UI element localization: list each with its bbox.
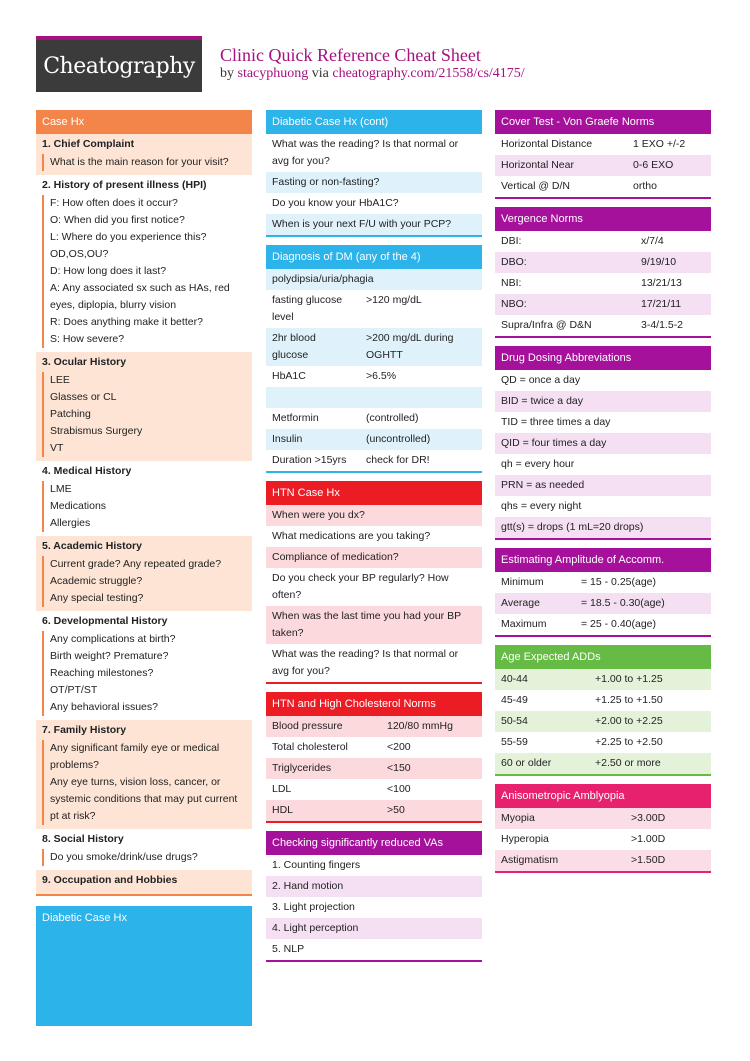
amplitude-row bbox=[495, 572, 711, 593]
case-hx-section-content bbox=[42, 740, 246, 825]
htn-chol-value: <150 bbox=[387, 762, 411, 774]
diagnosis-dm-block bbox=[266, 245, 482, 473]
age-adds-row bbox=[495, 669, 711, 690]
byline bbox=[220, 66, 525, 82]
case-hx-line: problems? bbox=[50, 759, 100, 771]
value-line: (controlled) bbox=[366, 412, 419, 424]
amplitude-key: Average bbox=[501, 597, 540, 609]
case-hx-section bbox=[36, 720, 252, 829]
diagnosis-dm-body bbox=[266, 269, 482, 473]
aniso-block bbox=[495, 784, 711, 873]
reduced-vas-row bbox=[266, 876, 482, 897]
diabetic-cont-row bbox=[266, 172, 482, 193]
vergence-row bbox=[495, 273, 711, 294]
diagnosis-dm-row bbox=[266, 450, 482, 471]
drug-abbrev-row bbox=[495, 517, 711, 538]
diabetic-cont-block bbox=[266, 110, 482, 237]
case-hx-line: LME bbox=[50, 483, 72, 495]
cover-test-body bbox=[495, 134, 711, 199]
cover-test-key: Vertical @ D/N bbox=[501, 180, 571, 192]
vergence-row bbox=[495, 294, 711, 315]
key-line: 2hr blood bbox=[272, 332, 316, 344]
htn-case-hx-row bbox=[266, 606, 482, 644]
drug-abbrev-body bbox=[495, 370, 711, 540]
case-hx-line: Medications bbox=[50, 500, 107, 512]
column-2 bbox=[266, 110, 482, 970]
reduced-vas-row bbox=[266, 918, 482, 939]
byline-prefix: by bbox=[220, 66, 238, 81]
case-hx-section-title: 3. Ocular History bbox=[42, 356, 127, 368]
column-3 bbox=[495, 110, 711, 881]
diabetic-case-hx-block bbox=[36, 906, 252, 1026]
key-line: Duration >15yrs bbox=[272, 454, 347, 466]
age-adds-value: +1.25 to +1.50 bbox=[595, 694, 663, 706]
cover-test-row bbox=[495, 176, 711, 197]
case-hx-section-title: 7. Family History bbox=[42, 724, 127, 736]
age-adds-value: +2.25 to +2.50 bbox=[595, 736, 663, 748]
age-adds-value: +2.50 or more bbox=[595, 757, 661, 769]
vergence-key: NBO: bbox=[501, 298, 527, 310]
key-line: fasting glucose bbox=[272, 294, 343, 306]
aniso-value: >1.50D bbox=[631, 854, 666, 866]
reduced-vas-header: Checking significantly reduced VAs bbox=[266, 831, 482, 855]
age-adds-value: +1.00 to +1.25 bbox=[595, 673, 663, 685]
drug-abbrev-row bbox=[495, 391, 711, 412]
case-hx-section bbox=[36, 352, 252, 461]
htn-case-hx-text: What medications are you taking? bbox=[272, 530, 431, 542]
cover-test-key: Horizontal Near bbox=[501, 159, 574, 171]
htn-chol-header: HTN and High Cholesterol Norms bbox=[266, 692, 482, 716]
drug-abbrev-text: qh = every hour bbox=[501, 458, 575, 470]
htn-chol-key: Blood pressure bbox=[272, 720, 343, 732]
case-hx-line: Any behavioral issues? bbox=[50, 701, 158, 713]
htn-case-hx-text: When was the last time you had your BP bbox=[272, 610, 462, 622]
case-hx-line: Allergies bbox=[50, 517, 91, 529]
case-hx-section-content bbox=[42, 556, 246, 607]
vergence-value: 17/21/11 bbox=[641, 298, 682, 310]
drug-abbrev-text: QID = four times a day bbox=[501, 437, 607, 449]
key-line: level bbox=[272, 311, 294, 323]
drug-abbrev-text: PRN = as needed bbox=[501, 479, 585, 491]
diagnosis-dm-value bbox=[366, 330, 453, 364]
case-hx-line: F: How often does it occur? bbox=[50, 197, 178, 209]
case-hx-line: VT bbox=[50, 442, 64, 454]
aniso-value: >1.00D bbox=[631, 833, 666, 845]
case-hx-section-content bbox=[42, 849, 246, 866]
case-hx-header: Case Hx bbox=[36, 110, 252, 134]
diagnosis-dm-key bbox=[272, 271, 374, 288]
reduced-vas-text: 1. Counting fingers bbox=[272, 859, 361, 871]
cover-test-value: 0-6 EXO bbox=[633, 159, 674, 171]
diagnosis-dm-key bbox=[272, 431, 366, 448]
htn-case-hx-text: often? bbox=[272, 589, 302, 601]
column-1 bbox=[36, 110, 252, 1034]
htn-chol-row bbox=[266, 758, 482, 779]
value-line: check for DR! bbox=[366, 454, 430, 466]
diabetic-cont-text: avg for you? bbox=[272, 155, 330, 167]
case-hx-line: OT/PT/ST bbox=[50, 684, 98, 696]
aniso-key: Astigmatism bbox=[501, 854, 559, 866]
case-hx-line: Any complications at birth? bbox=[50, 633, 176, 645]
diabetic-cont-row bbox=[266, 193, 482, 214]
case-hx-line: Patching bbox=[50, 408, 91, 420]
cover-test-key: Horizontal Distance bbox=[501, 138, 593, 150]
diagnosis-dm-value bbox=[366, 368, 396, 385]
value-line: >200 mg/dL during bbox=[366, 332, 454, 344]
htn-chol-body bbox=[266, 716, 482, 823]
vergence-body bbox=[495, 231, 711, 338]
value-line: OGHTT bbox=[366, 349, 403, 361]
case-hx-line: Current grade? Any repeated grade? bbox=[50, 558, 222, 570]
diagnosis-dm-key bbox=[272, 410, 366, 427]
amplitude-value: = 25 - 0.40(age) bbox=[581, 618, 657, 630]
vergence-value: 9/19/10 bbox=[641, 256, 677, 268]
case-hx-section-content bbox=[42, 372, 246, 457]
aniso-row bbox=[495, 808, 711, 829]
case-hx-line: O: When did you first notice? bbox=[50, 214, 185, 226]
case-hx-line: Any significant family eye or medical bbox=[50, 742, 220, 754]
htn-chol-row bbox=[266, 800, 482, 821]
htn-chol-key: Triglycerides bbox=[272, 762, 332, 774]
cover-test-value: ortho bbox=[633, 180, 657, 192]
drug-abbrev-block bbox=[495, 346, 711, 540]
drug-abbrev-row bbox=[495, 433, 711, 454]
case-hx-line: Birth weight? Premature? bbox=[50, 650, 169, 662]
case-hx-line: pt at risk? bbox=[50, 810, 96, 822]
author-link[interactable]: stacyphuong bbox=[237, 66, 309, 81]
htn-case-hx-text: taken? bbox=[272, 627, 304, 639]
diagnosis-dm-key bbox=[272, 292, 366, 326]
key-line: polydipsia/uria/phagia bbox=[272, 273, 374, 285]
htn-case-hx-body bbox=[266, 505, 482, 684]
key-line: Insulin bbox=[272, 433, 303, 445]
aniso-body bbox=[495, 808, 711, 873]
diagnosis-dm-value bbox=[366, 292, 422, 309]
case-hx-line: Any special testing? bbox=[50, 592, 144, 604]
diagnosis-dm-value bbox=[366, 410, 419, 427]
byline-via: via bbox=[308, 66, 333, 81]
vergence-row bbox=[495, 315, 711, 336]
diabetic-cont-row bbox=[266, 214, 482, 235]
diagnosis-dm-key bbox=[272, 452, 366, 469]
case-hx-line: Reaching milestones? bbox=[50, 667, 154, 679]
amplitude-key: Maximum bbox=[501, 618, 547, 630]
case-hx-section bbox=[36, 134, 252, 175]
htn-chol-key: Total cholesterol bbox=[272, 741, 348, 753]
htn-chol-value: 120/80 mmHg bbox=[387, 720, 453, 732]
case-hx-section-content bbox=[42, 631, 246, 716]
amplitude-key: Minimum bbox=[501, 576, 544, 588]
diabetic-cont-text: Fasting or non-fasting? bbox=[272, 176, 380, 188]
case-hx-section-content bbox=[42, 481, 246, 532]
case-hx-section-title: 8. Social History bbox=[42, 833, 124, 845]
case-hx-section-title: 9. Occupation and Hobbies bbox=[42, 874, 178, 886]
reduced-vas-block bbox=[266, 831, 482, 962]
case-hx-line: D: How long does it last? bbox=[50, 265, 167, 277]
htn-chol-value: <200 bbox=[387, 741, 411, 753]
reduced-vas-row bbox=[266, 939, 482, 960]
htn-case-hx-row bbox=[266, 568, 482, 606]
htn-chol-row bbox=[266, 716, 482, 737]
vergence-key: NBI: bbox=[501, 277, 522, 289]
value-line: (uncontrolled) bbox=[366, 433, 431, 445]
diabetic-cont-text: When is your next F/U with your PCP? bbox=[272, 218, 452, 230]
aniso-key: Myopia bbox=[501, 812, 535, 824]
age-adds-key: 50-54 bbox=[501, 715, 528, 727]
sheet-url-link[interactable]: cheatography.com/21558/cs/4175/ bbox=[332, 66, 525, 81]
drug-abbrev-row bbox=[495, 454, 711, 475]
case-hx-section bbox=[36, 461, 252, 536]
age-adds-row bbox=[495, 732, 711, 753]
diagnosis-dm-key bbox=[272, 368, 366, 385]
htn-case-hx-text: avg for you? bbox=[272, 665, 330, 677]
reduced-vas-text: 2. Hand motion bbox=[272, 880, 344, 892]
reduced-vas-text: 3. Light projection bbox=[272, 901, 355, 913]
diagnosis-dm-row bbox=[266, 429, 482, 450]
case-hx-line: What is the main reason for your visit? bbox=[50, 156, 229, 168]
case-hx-line: Strabismus Surgery bbox=[50, 425, 143, 437]
diagnosis-dm-value bbox=[366, 431, 430, 448]
case-hx-line: L: Where do you experience this? bbox=[50, 231, 207, 243]
vergence-block bbox=[495, 207, 711, 338]
diagnosis-dm-row bbox=[266, 290, 482, 328]
htn-chol-block bbox=[266, 692, 482, 823]
case-hx-line: S: How severe? bbox=[50, 333, 125, 345]
diagnosis-dm-value bbox=[366, 452, 430, 469]
htn-case-hx-row bbox=[266, 526, 482, 547]
vergence-key: DBI: bbox=[501, 235, 522, 247]
diabetic-case-hx-header: Diabetic Case Hx bbox=[36, 906, 252, 1026]
diabetic-cont-header: Diabetic Case Hx (cont) bbox=[266, 110, 482, 134]
htn-case-hx-row bbox=[266, 644, 482, 682]
drug-abbrev-row bbox=[495, 370, 711, 391]
vergence-row bbox=[495, 252, 711, 273]
case-hx-section-title: 2. History of present illness (HPI) bbox=[42, 179, 207, 191]
key-line: Metformin bbox=[272, 412, 319, 424]
case-hx-line: Glasses or CL bbox=[50, 391, 117, 403]
age-adds-block bbox=[495, 645, 711, 776]
htn-case-hx-text: Compliance of medication? bbox=[272, 551, 399, 563]
htn-chol-key: LDL bbox=[272, 783, 292, 795]
cover-test-value: 1 EXO +/-2 bbox=[633, 138, 686, 150]
htn-case-hx-text: When were you dx? bbox=[272, 509, 365, 521]
case-hx-line: LEE bbox=[50, 374, 70, 386]
htn-case-hx-row bbox=[266, 505, 482, 526]
vergence-header: Vergence Norms bbox=[495, 207, 711, 231]
vergence-key: Supra/Infra @ D&N bbox=[501, 319, 592, 331]
case-hx-line: OD,OS,OU? bbox=[50, 248, 109, 260]
drug-abbrev-text: qhs = every night bbox=[501, 500, 582, 512]
page-title: Clinic Quick Reference Cheat Sheet bbox=[220, 45, 481, 65]
cover-test-block bbox=[495, 110, 711, 199]
case-hx-section-title: 5. Academic History bbox=[42, 540, 142, 552]
aniso-row bbox=[495, 829, 711, 850]
value-line: >6.5% bbox=[366, 370, 397, 382]
aniso-row bbox=[495, 850, 711, 871]
case-hx-section-title: 6. Developmental History bbox=[42, 615, 168, 627]
case-hx-line: A: Any associated sx such as HAs, red bbox=[50, 282, 230, 294]
amplitude-row bbox=[495, 614, 711, 635]
drug-abbrev-row bbox=[495, 412, 711, 433]
case-hx-line: eyes, diplopia, blurry vision bbox=[50, 299, 177, 311]
age-adds-header: Age Expected ADDs bbox=[495, 645, 711, 669]
case-hx-section-content bbox=[42, 195, 246, 348]
diabetic-cont-text: Do you know your HbA1C? bbox=[272, 197, 399, 209]
drug-abbrev-text: BID = twice a day bbox=[501, 395, 583, 407]
htn-case-hx-block bbox=[266, 481, 482, 684]
htn-chol-row bbox=[266, 779, 482, 800]
diagnosis-dm-row bbox=[266, 408, 482, 429]
diagnosis-dm-row bbox=[266, 328, 482, 366]
amplitude-value: = 18.5 - 0.30(age) bbox=[581, 597, 665, 609]
htn-case-hx-row bbox=[266, 547, 482, 568]
vergence-value: 13/21/13 bbox=[641, 277, 682, 289]
reduced-vas-text: 4. Light perception bbox=[272, 922, 359, 934]
case-hx-section-title: 4. Medical History bbox=[42, 465, 132, 477]
drug-abbrev-row bbox=[495, 496, 711, 517]
drug-abbrev-text: QD = once a day bbox=[501, 374, 581, 386]
diagnosis-dm-header: Diagnosis of DM (any of the 4) bbox=[266, 245, 482, 269]
case-hx-line: Any eye turns, vision loss, cancer, or bbox=[50, 776, 221, 788]
htn-chol-key: HDL bbox=[272, 804, 294, 816]
diabetic-cont-text: What was the reading? Is that normal or bbox=[272, 138, 459, 150]
htn-case-hx-text: Do you check your BP regularly? How bbox=[272, 572, 449, 584]
vergence-key: DBO: bbox=[501, 256, 527, 268]
aniso-value: >3.00D bbox=[631, 812, 666, 824]
age-adds-key: 55-59 bbox=[501, 736, 528, 748]
age-adds-body bbox=[495, 669, 711, 776]
case-hx-section-title: 1. Chief Complaint bbox=[42, 138, 135, 150]
case-hx-block bbox=[36, 110, 252, 896]
case-hx-section bbox=[36, 829, 252, 870]
cover-test-row bbox=[495, 134, 711, 155]
diagnosis-dm-row bbox=[266, 387, 482, 408]
amplitude-block bbox=[495, 548, 711, 637]
reduced-vas-body bbox=[266, 855, 482, 962]
htn-chol-value: >50 bbox=[387, 804, 405, 816]
key-line: HbA1C bbox=[272, 370, 306, 382]
vergence-value: 3-4/1.5-2 bbox=[641, 319, 684, 331]
case-hx-line: R: Does anything make it better? bbox=[50, 316, 203, 328]
diagnosis-dm-key bbox=[272, 330, 366, 364]
case-hx-section bbox=[36, 611, 252, 720]
aniso-key: Hyperopia bbox=[501, 833, 549, 845]
drug-abbrev-row bbox=[495, 475, 711, 496]
age-adds-row bbox=[495, 690, 711, 711]
age-adds-key: 40-44 bbox=[501, 673, 528, 685]
age-adds-key: 45-49 bbox=[501, 694, 528, 706]
reduced-vas-text: 5. NLP bbox=[272, 943, 305, 955]
htn-chol-value: <100 bbox=[387, 783, 411, 795]
vergence-row bbox=[495, 231, 711, 252]
htn-case-hx-header: HTN Case Hx bbox=[266, 481, 482, 505]
htn-chol-row bbox=[266, 737, 482, 758]
drug-abbrev-header: Drug Dosing Abbreviations bbox=[495, 346, 711, 370]
value-line: >120 mg/dL bbox=[366, 294, 422, 306]
vergence-value: x/7/4 bbox=[641, 235, 664, 247]
case-hx-section bbox=[36, 175, 252, 352]
key-line: glucose bbox=[272, 349, 309, 361]
amplitude-value: = 15 - 0.25(age) bbox=[581, 576, 657, 588]
drug-abbrev-text: TID = three times a day bbox=[501, 416, 611, 428]
case-hx-section-content bbox=[42, 154, 246, 171]
diabetic-cont-row bbox=[266, 134, 482, 172]
case-hx-body bbox=[36, 134, 252, 894]
diagnosis-dm-row bbox=[266, 366, 482, 387]
reduced-vas-row bbox=[266, 897, 482, 918]
age-adds-value: +2.00 to +2.25 bbox=[595, 715, 663, 727]
age-adds-row bbox=[495, 711, 711, 732]
amplitude-header: Estimating Amplitude of Accomm. bbox=[495, 548, 711, 572]
case-hx-line: Academic struggle? bbox=[50, 575, 143, 587]
cover-test-row bbox=[495, 155, 711, 176]
diagnosis-dm-row bbox=[266, 269, 482, 290]
htn-case-hx-text: What was the reading? Is that normal or bbox=[272, 648, 459, 660]
case-hx-section bbox=[36, 536, 252, 611]
cover-test-header: Cover Test - Von Graefe Norms bbox=[495, 110, 711, 134]
drug-abbrev-text: gtt(s) = drops (1 mL=20 drops) bbox=[501, 521, 644, 533]
case-hx-line: systemic conditions that may put current bbox=[50, 793, 238, 805]
diabetic-cont-body bbox=[266, 134, 482, 237]
amplitude-body bbox=[495, 572, 711, 637]
case-hx-divider bbox=[36, 894, 252, 896]
amplitude-row bbox=[495, 593, 711, 614]
case-hx-line: Do you smoke/drink/use drugs? bbox=[50, 851, 198, 863]
age-adds-row bbox=[495, 753, 711, 774]
case-hx-section bbox=[36, 870, 252, 894]
aniso-header: Anisometropic Amblyopia bbox=[495, 784, 711, 808]
cheatography-logo[interactable]: Cheatography bbox=[36, 36, 202, 92]
age-adds-key: 60 or older bbox=[501, 757, 552, 769]
reduced-vas-row bbox=[266, 855, 482, 876]
